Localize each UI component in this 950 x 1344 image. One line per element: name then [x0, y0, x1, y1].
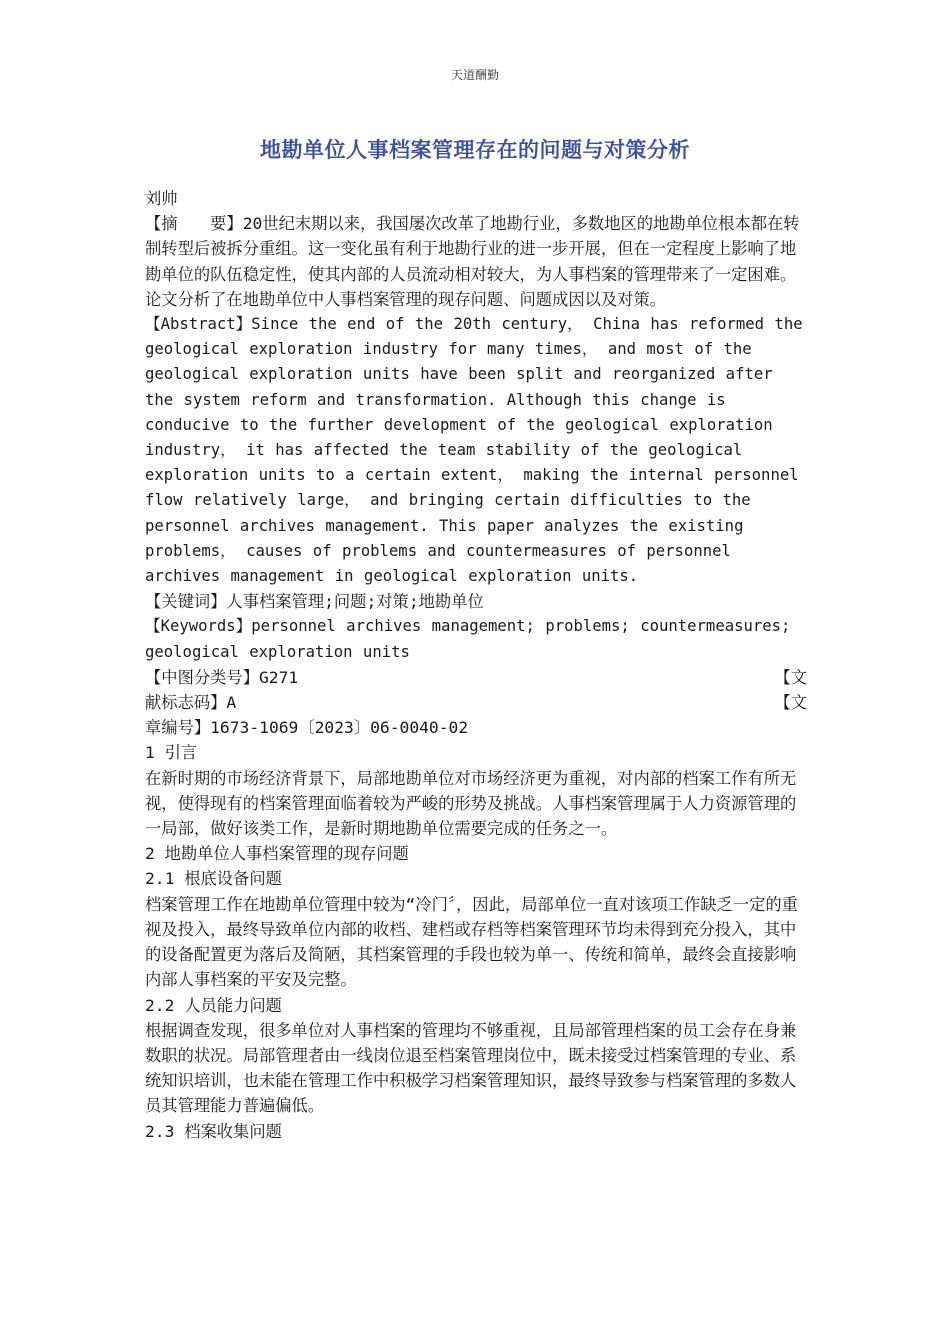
page-title: 地勘单位人事档案管理存在的问题与对策分析 — [260, 138, 690, 162]
section-text: 根据调查发现，很多单位对人事档案的管理均不够重视，且局部管理档案的员工会存在身兼数职的状况。局部管理者由一线岗位退至档案管理岗位中，既未接受过档案管理的专业、系统知识培训，也未能在管理工作中积极学习档案管理知识，最终导致参与档案管理的多数人员其管理能力普遍偏低。 — [145, 1020, 797, 1116]
article-number: 章编号】1673-1069〔2023〕06-0040-02 — [145, 718, 469, 738]
section-heading: 2.2 人员能力问题 — [145, 995, 282, 1015]
document-body — [145, 186, 807, 1144]
classification-number: 【中图分类号】G271 — [145, 667, 299, 687]
author: 刘帅 — [145, 189, 178, 208]
keywords-en: 【Keywords】personnel archives management; problems; countermeasures; geological exploration units — [145, 617, 791, 661]
abstract-cn: 【摘 要】20世纪末期以来，我国屡次改革了地勘行业，多数地区的地勘单位根本都在转制转型后被拆分重组。这一变化虽有利于地勘行业的进一步开展，但在一定程度上影响了地勘单位的队伍稳定性，使其内部的人员流动相对较大，为人事档案的管理带来了一定困难。论文分析了在地勘单位中人事档案管理的现存问题、问题成因以及对策。 — [145, 214, 800, 309]
classification-line — [145, 665, 807, 690]
abstract-en: 【Abstract】Since the end of the 20th century， China has reformed the geological exploration industry for many times， and most of the geological exploration units have been split and reorganized after the system reform and transformation. Although this change is conducive to the further development of the geological exploration industry， it has affected the team stability of the geological exploration units to a certain extent， making the internal personnel flow relatively large， and bringing certain difficulties to the personnel archives management. This paper analyzes the existing problems， causes of problems and countermeasures of personnel archives management in geological exploration units. — [145, 315, 803, 586]
section-heading: 2.1 根底设备问题 — [145, 869, 282, 889]
keywords-cn: 【关键词】人事档案管理;问题;对策;地勘单位 — [145, 592, 484, 612]
section-heading: 2 地勘单位人事档案管理的现存问题 — [145, 844, 409, 864]
section-heading: 2.3 档案收集问题 — [145, 1121, 282, 1141]
section-text: 档案管理工作在地勘单位管理中较为“冷门〞，因此，局部单位一直对该项工作缺乏一定的重视及投入，最终导致单位内部的收档、建档或存档等档案管理环节均未得到充分投入，其中的设备配置更为落后及简陋，其档案管理的手段也较为单一、传统和简单，最终会直接影响内部人事档案的平安及完整。 — [145, 894, 798, 990]
section-text: 在新时期的市场经济背景下，局部地勘单位对市场经济更为重视，对内部的档案工作有所无视，使得现有的档案管理面临着较为严峻的形势及挑战。人事档案管理属于人力资源管理的一局部，做好该类工作，是新时期地勘单位需要完成的任务之一。 — [145, 768, 797, 839]
classification-line — [145, 690, 807, 715]
document-code: 献标志码】A — [145, 693, 237, 713]
classification-tail: 【文 — [774, 693, 807, 713]
section-heading: 1 引言 — [145, 743, 198, 763]
classification-tail: 【文 — [774, 667, 807, 687]
page-header: 天道酬勤 — [450, 68, 499, 82]
